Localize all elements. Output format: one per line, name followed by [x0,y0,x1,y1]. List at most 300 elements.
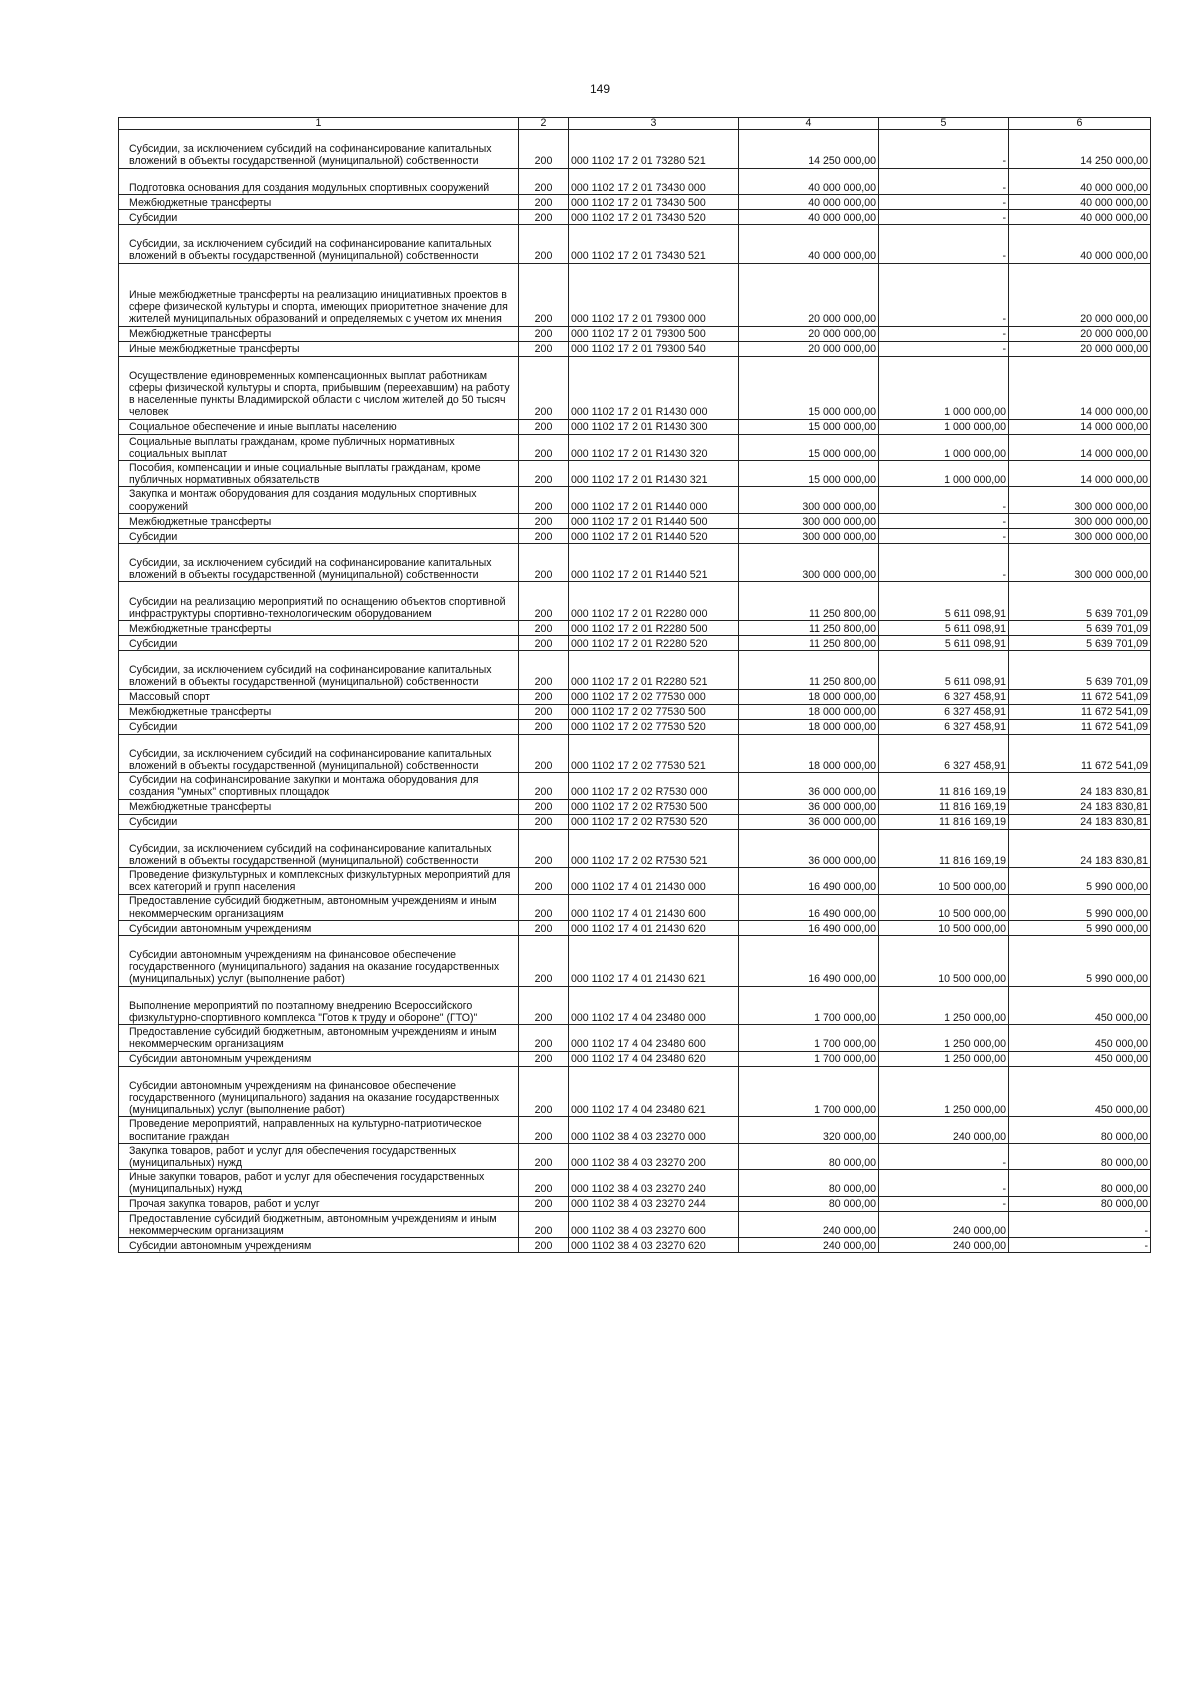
row-name-text: Предоставление субсидий бюджетным, автономным учреждениям и иным некоммерческим организациям [129,1212,497,1237]
row-admin-code: 200 [519,814,569,829]
row-value-col4: 1 700 000,00 [739,1025,879,1051]
row-name [119,1211,519,1237]
row-name [119,341,519,356]
row-name-text: Иные межбюджетные трансферты на реализацию инициативных проектов в сфере физической культуры и спорта, имеющих приоритетное значение для жителей муниципальных образований и определяемых с учетом их мнения [129,288,508,326]
row-value-col5: 10 500 000,00 [879,920,1009,935]
row-value-col4: 18 000 000,00 [739,689,879,704]
row-value-col4: 20 000 000,00 [739,341,879,356]
row-name-text: Массовый спорт [129,691,210,704]
row-value-col6: 80 000,00 [1009,1170,1151,1196]
row-classification-code: 000 1102 17 2 01 R1440 000 [569,487,739,513]
row-value-col6: 80 000,00 [1009,1117,1151,1143]
row-name [119,543,519,582]
row-name [119,650,519,689]
row-admin-code: 200 [519,1211,569,1237]
row-admin-code: 200 [519,1143,569,1169]
table-row [119,799,1151,814]
row-value-col4: 15 000 000,00 [739,460,879,486]
row-name [119,263,519,326]
row-value-col4: 40 000 000,00 [739,194,879,209]
row-value-col6: 14 000 000,00 [1009,356,1151,419]
header-col-1: 1 [119,118,519,130]
row-value-col4: 40 000 000,00 [739,209,879,224]
row-classification-code: 000 1102 17 2 02 R7530 500 [569,799,739,814]
row-classification-code: 000 1102 38 4 03 23270 244 [569,1196,739,1211]
table-row [119,326,1151,341]
row-name [119,829,519,868]
row-admin-code: 200 [519,582,569,621]
row-admin-code: 200 [519,263,569,326]
row-value-col6: 5 990 000,00 [1009,920,1151,935]
table-row [119,894,1151,920]
row-name-text: Субсидии, за исключением субсидий на софинансирование капитальных вложений в объекты государственной (муниципальной) собственности [129,747,492,772]
row-name [119,1117,519,1143]
row-classification-code: 000 1102 17 2 02 77530 500 [569,704,739,719]
row-value-col4: 11 250 800,00 [739,650,879,689]
row-admin-code: 200 [519,689,569,704]
row-name-text: Субсидии автономным учреждениям на финансовое обеспечение государственного (муниципального) задания на оказание государственных (муниципальных) услуг (выполнение работ) [129,949,500,986]
row-value-col4: 36 000 000,00 [739,799,879,814]
row-name-text: Иные межбюджетные трансферты [129,343,300,356]
table-body [119,130,1151,1253]
row-value-col4: 16 490 000,00 [739,894,879,920]
table-row [119,419,1151,434]
row-name-text: Предоставление субсидий бюджетным, автономным учреждениям и иным некоммерческим организациям [129,895,497,920]
row-name-text: Субсидии [129,530,178,543]
row-value-col4: 300 000 000,00 [739,543,879,582]
row-admin-code: 200 [519,1051,569,1066]
table-row [119,935,1151,986]
table-row [119,689,1151,704]
row-value-col6: 300 000 000,00 [1009,487,1151,513]
row-value-col4: 1 700 000,00 [739,1051,879,1066]
row-classification-code: 000 1102 38 4 03 23270 000 [569,1117,739,1143]
row-value-col5: 6 327 458,91 [879,689,1009,704]
row-admin-code: 200 [519,650,569,689]
table-header [119,118,1151,130]
row-admin-code: 200 [519,513,569,528]
row-classification-code: 000 1102 17 2 01 R2280 500 [569,620,739,635]
row-value-col5: - [879,263,1009,326]
row-classification-code: 000 1102 17 2 01 73430 520 [569,209,739,224]
row-value-col6: 11 672 541,09 [1009,689,1151,704]
row-name-text: Субсидии на реализацию мероприятий по оснащению объектов спортивной инфраструктуры спортивно-технологическим оборудованием [129,595,506,620]
row-admin-code: 200 [519,209,569,224]
row-value-col5: 1 000 000,00 [879,356,1009,419]
row-value-col6: 300 000 000,00 [1009,513,1151,528]
row-value-col4: 20 000 000,00 [739,263,879,326]
row-value-col5: 6 327 458,91 [879,719,1009,734]
table-row [119,1196,1151,1211]
table-row [119,168,1151,194]
row-value-col6: 24 183 830,81 [1009,799,1151,814]
row-value-col5: 6 327 458,91 [879,704,1009,719]
row-name-text: Субсидии, за исключением субсидий на софинансирование капитальных вложений в объекты государственной (муниципальной) собственности [129,664,492,689]
table-row [119,719,1151,734]
row-name [119,1143,519,1169]
row-value-col6: 450 000,00 [1009,1066,1151,1117]
row-classification-code: 000 1102 17 2 02 77530 520 [569,719,739,734]
row-name-text: Предоставление субсидий бюджетным, автономным учреждениям и иным некоммерческим организациям [129,1026,497,1051]
row-classification-code: 000 1102 17 2 01 73430 500 [569,194,739,209]
row-value-col6: 14 000 000,00 [1009,460,1151,486]
row-classification-code: 000 1102 17 2 01 79300 000 [569,263,739,326]
row-value-col6: 40 000 000,00 [1009,194,1151,209]
row-value-col4: 80 000,00 [739,1143,879,1169]
row-admin-code: 200 [519,1170,569,1196]
row-value-col5: - [879,513,1009,528]
row-value-col5: 1 000 000,00 [879,460,1009,486]
row-value-col4: 15 000 000,00 [739,434,879,460]
row-classification-code: 000 1102 17 2 02 77530 521 [569,734,739,773]
row-admin-code: 200 [519,168,569,194]
row-value-col5: - [879,543,1009,582]
row-admin-code: 200 [519,719,569,734]
row-admin-code: 200 [519,635,569,650]
row-value-col4: 40 000 000,00 [739,168,879,194]
row-name-text: Прочая закупка товаров, работ и услуг [129,1198,320,1211]
row-admin-code: 200 [519,487,569,513]
header-col-4: 4 [739,118,879,130]
row-classification-code: 000 1102 17 2 01 R2280 521 [569,650,739,689]
header-col-6: 6 [1009,118,1151,130]
row-value-col5: - [879,194,1009,209]
row-value-col4: 36 000 000,00 [739,773,879,799]
header-row [119,118,1151,130]
row-name-text: Субсидии автономным учреждениям [129,1239,312,1252]
table-row [119,356,1151,419]
row-admin-code: 200 [519,1238,569,1253]
table-row [119,920,1151,935]
row-value-col5: - [879,1170,1009,1196]
table-row [119,635,1151,650]
row-value-col6: 80 000,00 [1009,1143,1151,1169]
row-classification-code: 000 1102 17 2 01 R1440 500 [569,513,739,528]
row-admin-code: 200 [519,224,569,263]
row-classification-code: 000 1102 17 2 01 R2280 000 [569,582,739,621]
row-name [119,224,519,263]
row-admin-code: 200 [519,326,569,341]
row-name [119,1238,519,1253]
row-value-col4: 240 000,00 [739,1238,879,1253]
header-col-2: 2 [519,118,569,130]
row-admin-code: 200 [519,935,569,986]
table-row [119,704,1151,719]
row-name [119,704,519,719]
table-row [119,814,1151,829]
row-value-col5: - [879,168,1009,194]
row-admin-code: 200 [519,194,569,209]
row-admin-code: 200 [519,1196,569,1211]
row-value-col6: - [1009,1238,1151,1253]
table-row [119,620,1151,635]
table-row [119,263,1151,326]
row-admin-code: 200 [519,419,569,434]
row-value-col5: 5 611 098,91 [879,635,1009,650]
row-name-text: Субсидии на софинансирование закупки и монтажа оборудования для создания "умных" спортивных площадок [129,774,479,799]
row-value-col6: 11 672 541,09 [1009,704,1151,719]
row-value-col6: 450 000,00 [1009,1025,1151,1051]
row-value-col6: 14 000 000,00 [1009,434,1151,460]
budget-table [118,117,1151,1253]
row-name-text: Проведение физкультурных и комплексных физкультурных мероприятий для всех категорий и групп населения [129,869,511,894]
row-name-text: Субсидии, за исключением субсидий на софинансирование капитальных вложений в объекты государственной (муниципальной) собственности [129,842,492,867]
row-value-col5: 240 000,00 [879,1211,1009,1237]
row-name [119,460,519,486]
row-classification-code: 000 1102 17 2 01 79300 500 [569,326,739,341]
table-row [119,582,1151,621]
row-value-col6: 5 990 000,00 [1009,894,1151,920]
row-admin-code: 200 [519,620,569,635]
row-classification-code: 000 1102 17 2 01 R1440 521 [569,543,739,582]
row-value-col4: 16 490 000,00 [739,868,879,894]
row-admin-code: 200 [519,434,569,460]
row-value-col4: 1 700 000,00 [739,986,879,1025]
row-value-col6: 5 639 701,09 [1009,650,1151,689]
table-row [119,209,1151,224]
row-name [119,582,519,621]
row-value-col4: 11 250 800,00 [739,620,879,635]
row-value-col6: 450 000,00 [1009,986,1151,1025]
row-classification-code: 000 1102 17 2 01 R1430 320 [569,434,739,460]
row-value-col4: 18 000 000,00 [739,734,879,773]
row-value-col4: 1 700 000,00 [739,1066,879,1117]
row-admin-code: 200 [519,920,569,935]
row-classification-code: 000 1102 38 4 03 23270 200 [569,1143,739,1169]
row-value-col4: 20 000 000,00 [739,326,879,341]
row-value-col5: 240 000,00 [879,1238,1009,1253]
row-name-text: Субсидии, за исключением субсидий на софинансирование капитальных вложений в объекты государственной (муниципальной) собственности [129,556,492,582]
row-value-col6: 5 990 000,00 [1009,935,1151,986]
row-classification-code: 000 1102 17 2 01 73430 521 [569,224,739,263]
row-value-col5: 6 327 458,91 [879,734,1009,773]
row-value-col6: 14 000 000,00 [1009,419,1151,434]
row-value-col4: 15 000 000,00 [739,419,879,434]
table-row [119,1051,1151,1066]
row-value-col4: 240 000,00 [739,1211,879,1237]
row-value-col4: 80 000,00 [739,1196,879,1211]
row-value-col5: 11 816 169,19 [879,829,1009,868]
table-row [119,341,1151,356]
row-name [119,513,519,528]
row-name-text: Осуществление единовременных компенсационных выплат работникам сферы физической культуры и спорта, прибывшим (переехавшим) на работу в населенные пункты Владимирской области с числом жителей до 50 тысяч человек [129,369,510,419]
row-value-col4: 15 000 000,00 [739,356,879,419]
row-value-col5: 1 250 000,00 [879,1051,1009,1066]
row-value-col5: - [879,487,1009,513]
row-value-col5: - [879,209,1009,224]
page-number: 149 [589,82,611,96]
row-admin-code: 200 [519,341,569,356]
row-name-text: Субсидии [129,721,178,734]
row-value-col4: 320 000,00 [739,1117,879,1143]
row-value-col5: 1 000 000,00 [879,419,1009,434]
row-name-text: Межбюджетные трансферты [129,196,272,209]
table-row [119,194,1151,209]
row-classification-code: 000 1102 17 2 02 R7530 521 [569,829,739,868]
row-value-col6: 20 000 000,00 [1009,263,1151,326]
row-name [119,356,519,419]
row-value-col5: 5 611 098,91 [879,650,1009,689]
row-classification-code: 000 1102 17 2 01 R1430 300 [569,419,739,434]
row-admin-code: 200 [519,704,569,719]
row-name [119,194,519,209]
row-admin-code: 200 [519,1025,569,1051]
row-admin-code: 200 [519,130,569,169]
row-value-col4: 36 000 000,00 [739,829,879,868]
row-value-col4: 300 000 000,00 [739,487,879,513]
row-name [119,894,519,920]
row-value-col6: 5 639 701,09 [1009,620,1151,635]
row-name [119,130,519,169]
table-row [119,1066,1151,1117]
row-value-col4: 18 000 000,00 [739,719,879,734]
row-name-text: Закупка товаров, работ и услуг для обеспечения государственных (муниципальных) нужд [129,1144,457,1170]
table-row [119,734,1151,773]
row-value-col4: 11 250 800,00 [739,582,879,621]
row-value-col6: 5 990 000,00 [1009,868,1151,894]
row-value-col4: 18 000 000,00 [739,704,879,719]
row-classification-code: 000 1102 38 4 03 23270 600 [569,1211,739,1237]
row-name [119,487,519,513]
row-value-col6: 40 000 000,00 [1009,168,1151,194]
row-name [119,1196,519,1211]
row-value-col4: 300 000 000,00 [739,513,879,528]
row-value-col5: 240 000,00 [879,1117,1009,1143]
row-name [119,168,519,194]
row-value-col6: 24 183 830,81 [1009,773,1151,799]
row-name-text: Иные закупки товаров, работ и услуг для обеспечения государственных (муниципальных) нужд [129,1171,485,1196]
table-row [119,528,1151,543]
row-classification-code: 000 1102 17 4 01 21430 000 [569,868,739,894]
row-name [119,868,519,894]
table-row [119,1170,1151,1196]
row-classification-code: 000 1102 17 2 02 77530 000 [569,689,739,704]
row-classification-code: 000 1102 17 4 01 21430 620 [569,920,739,935]
row-value-col4: 80 000,00 [739,1170,879,1196]
row-classification-code: 000 1102 17 4 01 21430 621 [569,935,739,986]
row-value-col5: - [879,130,1009,169]
row-value-col5: 11 816 169,19 [879,814,1009,829]
row-value-col6: 40 000 000,00 [1009,224,1151,263]
row-value-col6: 11 672 541,09 [1009,719,1151,734]
row-classification-code: 000 1102 17 2 01 R1430 321 [569,460,739,486]
row-admin-code: 200 [519,986,569,1025]
row-name [119,209,519,224]
row-value-col5: 5 611 098,91 [879,620,1009,635]
row-name-text: Субсидии [129,637,178,650]
row-value-col6: - [1009,1211,1151,1237]
row-admin-code: 200 [519,460,569,486]
row-value-col4: 40 000 000,00 [739,224,879,263]
row-value-col4: 16 490 000,00 [739,920,879,935]
row-classification-code: 000 1102 38 4 03 23270 620 [569,1238,739,1253]
row-name-text: Субсидии автономным учреждениям [129,1053,312,1066]
table-row [119,543,1151,582]
row-value-col5: 10 500 000,00 [879,894,1009,920]
table-row [119,1117,1151,1143]
row-name-text: Субсидии автономным учреждениям на финансовое обеспечение государственного (муниципального) задания на оказание государственных (муниципальных) услуг (выполнение работ) [129,1079,500,1117]
table-row [119,650,1151,689]
row-name [119,528,519,543]
row-value-col6: 11 672 541,09 [1009,734,1151,773]
row-name [119,986,519,1025]
table-row [119,1025,1151,1051]
row-classification-code: 000 1102 17 2 01 73430 000 [569,168,739,194]
row-name [119,434,519,460]
row-value-col5: - [879,326,1009,341]
table-row [119,1143,1151,1169]
row-admin-code: 200 [519,543,569,582]
row-name-text: Межбюджетные трансферты [129,801,272,814]
row-value-col6: 20 000 000,00 [1009,326,1151,341]
row-value-col5: 11 816 169,19 [879,799,1009,814]
row-admin-code: 200 [519,773,569,799]
row-classification-code: 000 1102 17 4 04 23480 000 [569,986,739,1025]
table-row [119,460,1151,486]
row-name [119,326,519,341]
row-name-text: Субсидии, за исключением субсидий на софинансирование капитальных вложений в объекты государственной (муниципальной) собственности [129,143,492,168]
row-value-col5: - [879,1143,1009,1169]
row-name-text: Социальные выплаты гражданам, кроме публичных нормативных социальных выплат [129,435,455,460]
row-name [119,620,519,635]
row-admin-code: 200 [519,868,569,894]
row-name-text: Субсидии автономным учреждениям [129,922,312,935]
row-name-text: Субсидии [129,816,178,829]
row-value-col6: 5 639 701,09 [1009,582,1151,621]
row-name-text: Социальное обеспечение и иные выплаты населению [129,421,397,434]
row-value-col4: 11 250 800,00 [739,635,879,650]
header-col-5: 5 [879,118,1009,130]
row-name [119,920,519,935]
row-admin-code: 200 [519,528,569,543]
row-value-col6: 24 183 830,81 [1009,829,1151,868]
row-name [119,1051,519,1066]
row-name [119,799,519,814]
table-row [119,513,1151,528]
row-classification-code: 000 1102 17 2 01 73280 521 [569,130,739,169]
row-name-text: Выполнение мероприятий по поэтапному внедрению Всероссийского физкультурно-спортивного комплекса "Готов к труду и обороне" (ГТО)" [129,999,478,1025]
row-admin-code: 200 [519,894,569,920]
row-value-col6: 5 639 701,09 [1009,635,1151,650]
row-classification-code: 000 1102 38 4 03 23270 240 [569,1170,739,1196]
row-name [119,635,519,650]
row-value-col6: 300 000 000,00 [1009,543,1151,582]
row-value-col5: 1 250 000,00 [879,986,1009,1025]
row-value-col5: 10 500 000,00 [879,868,1009,894]
row-value-col5: 10 500 000,00 [879,935,1009,986]
row-name [119,1025,519,1051]
table-row [119,773,1151,799]
row-name [119,935,519,986]
row-classification-code: 000 1102 17 2 01 79300 540 [569,341,739,356]
row-value-col6: 20 000 000,00 [1009,341,1151,356]
row-name [119,689,519,704]
row-value-col6: 24 183 830,81 [1009,814,1151,829]
table-row [119,130,1151,169]
row-value-col5: 1 250 000,00 [879,1066,1009,1117]
row-value-col5: - [879,1196,1009,1211]
table-row [119,829,1151,868]
row-name [119,734,519,773]
row-classification-code: 000 1102 17 4 04 23480 620 [569,1051,739,1066]
row-name-text: Подготовка основания для создания модульных спортивных сооружений [129,181,490,194]
table-row [119,434,1151,460]
row-value-col4: 36 000 000,00 [739,814,879,829]
row-value-col5: 1 250 000,00 [879,1025,1009,1051]
row-admin-code: 200 [519,829,569,868]
table-row [119,986,1151,1025]
row-classification-code: 000 1102 17 2 02 R7530 520 [569,814,739,829]
